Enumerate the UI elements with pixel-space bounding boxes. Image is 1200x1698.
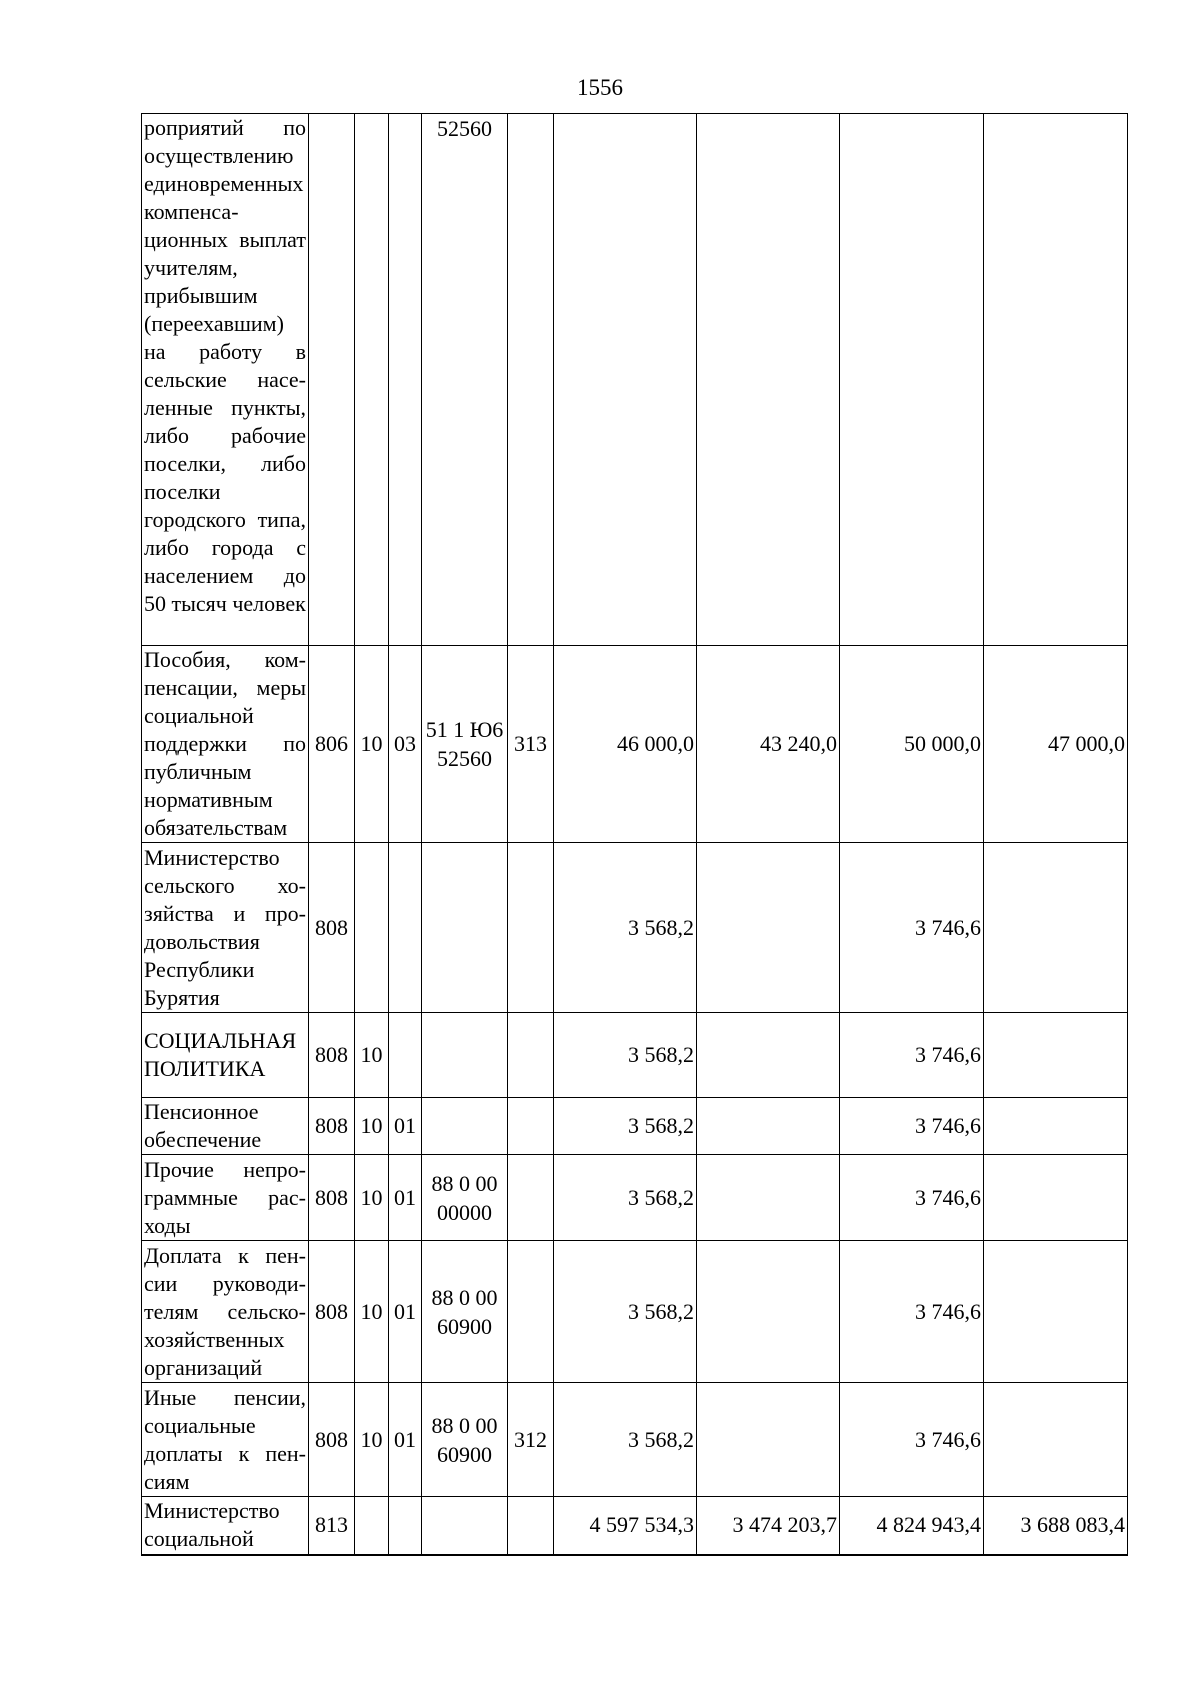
amount-cell: 3 474 203,7	[697, 1497, 840, 1555]
pr-cell	[389, 1013, 422, 1098]
grbs-cell: 808	[309, 1241, 355, 1383]
amount-cell	[697, 1383, 840, 1497]
grbs-cell: 806	[309, 646, 355, 843]
amount-cell: 43 240,0	[697, 646, 840, 843]
csr-cell: 88 0 00 00000	[422, 1155, 508, 1241]
grbs-cell: 808	[309, 1013, 355, 1098]
pr-cell	[389, 1497, 422, 1555]
vr-cell	[508, 1098, 554, 1155]
vr-cell	[508, 1241, 554, 1383]
csr-cell	[422, 1013, 508, 1098]
rz-cell: 10	[355, 646, 389, 843]
rz-cell: 10	[355, 1383, 389, 1497]
amount-cell	[984, 114, 1128, 646]
table-row	[142, 1155, 1128, 1241]
amount-cell: 3 568,2	[554, 1383, 697, 1497]
rz-cell	[355, 114, 389, 646]
row-name-cell: Министерство сельского хозяйства и продовольствия Республики Бурятия	[142, 843, 309, 1013]
vr-cell: 313	[508, 646, 554, 843]
row-name-cell: Прочие непрограммные расходы	[142, 1155, 309, 1241]
pr-cell	[389, 843, 422, 1013]
row-name-cell: роприятий по осуществлению единовременных компенсационных выплат учителям, прибывшим (переехавшим) на работу в сельские населенные пункты, либо рабочие поселки, либо поселки городского типа, либо города с населением до 50 тысяч человек	[142, 114, 309, 646]
table-row	[142, 1241, 1128, 1383]
grbs-cell: 813	[309, 1497, 355, 1555]
vr-cell	[508, 1155, 554, 1241]
rz-cell: 10	[355, 1155, 389, 1241]
table-row	[142, 843, 1128, 1013]
amount-cell: 3 746,6	[840, 1013, 984, 1098]
grbs-cell	[309, 114, 355, 646]
amount-cell	[697, 843, 840, 1013]
amount-cell	[840, 114, 984, 646]
amount-cell: 3 568,2	[554, 1155, 697, 1241]
csr-cell	[422, 1497, 508, 1555]
amount-cell	[984, 1383, 1128, 1497]
rz-cell	[355, 1497, 389, 1555]
page-number: 1556	[577, 75, 623, 100]
grbs-cell: 808	[309, 1383, 355, 1497]
amount-cell: 47 000,0	[984, 646, 1128, 843]
amount-cell	[554, 114, 697, 646]
rz-cell: 10	[355, 1098, 389, 1155]
amount-cell: 3 746,6	[840, 843, 984, 1013]
vr-cell	[508, 114, 554, 646]
amount-cell	[697, 1241, 840, 1383]
pr-cell: 01	[389, 1155, 422, 1241]
amount-cell: 4 597 534,3	[554, 1497, 697, 1555]
amount-cell	[697, 114, 840, 646]
vr-cell	[508, 1013, 554, 1098]
amount-cell: 3 688 083,4	[984, 1497, 1128, 1555]
csr-cell	[422, 843, 508, 1013]
grbs-cell: 808	[309, 1155, 355, 1241]
table-row	[142, 1497, 1128, 1555]
row-name-cell: Пенсионное обеспечение	[142, 1098, 309, 1155]
pr-cell	[389, 114, 422, 646]
amount-cell: 3 568,2	[554, 1098, 697, 1155]
row-name-cell: Министерство социальной	[142, 1497, 309, 1555]
amount-cell	[697, 1013, 840, 1098]
csr-cell: 88 0 00 60900	[422, 1383, 508, 1497]
pr-cell: 01	[389, 1098, 422, 1155]
vr-cell	[508, 1497, 554, 1555]
amount-cell	[984, 1155, 1128, 1241]
amount-cell: 3 568,2	[554, 1013, 697, 1098]
table-row	[142, 646, 1128, 843]
amount-cell: 3 568,2	[554, 843, 697, 1013]
amount-cell	[697, 1155, 840, 1241]
pr-cell: 01	[389, 1241, 422, 1383]
amount-cell: 50 000,0	[840, 646, 984, 843]
amount-cell: 3 568,2	[554, 1241, 697, 1383]
pr-cell: 01	[389, 1383, 422, 1497]
rz-cell	[355, 843, 389, 1013]
row-name-cell: Пособия, компенсации, меры социальной поддержки по публичным нормативным обязательствам	[142, 646, 309, 843]
amount-cell: 4 824 943,4	[840, 1497, 984, 1555]
grbs-cell: 808	[309, 843, 355, 1013]
rz-cell: 10	[355, 1013, 389, 1098]
vr-cell	[508, 843, 554, 1013]
row-name-cell: Иные пенсии, социальные доплаты к пенсиям	[142, 1383, 309, 1497]
amount-cell	[984, 1013, 1128, 1098]
amount-cell	[984, 1241, 1128, 1383]
amount-cell	[697, 1098, 840, 1155]
rz-cell: 10	[355, 1241, 389, 1383]
table-row	[142, 1098, 1128, 1155]
amount-cell: 46 000,0	[554, 646, 697, 843]
row-name-cell: Доплата к пенсии руководителям сельскохозяйственных организаций	[142, 1241, 309, 1383]
csr-cell: 51 1 Ю6 52560	[422, 646, 508, 843]
table-row	[142, 114, 1128, 646]
amount-cell: 3 746,6	[840, 1155, 984, 1241]
vr-cell: 312	[508, 1383, 554, 1497]
amount-cell	[984, 843, 1128, 1013]
row-name-cell: СОЦИАЛЬНАЯ ПОЛИТИКА	[142, 1013, 309, 1098]
amount-cell: 3 746,6	[840, 1241, 984, 1383]
csr-cell: 52560	[422, 114, 508, 646]
grbs-cell: 808	[309, 1098, 355, 1155]
pr-cell: 03	[389, 646, 422, 843]
budget-table	[141, 113, 1128, 1556]
amount-cell: 3 746,6	[840, 1383, 984, 1497]
table-row	[142, 1383, 1128, 1497]
csr-cell	[422, 1098, 508, 1155]
csr-cell: 88 0 00 60900	[422, 1241, 508, 1383]
amount-cell: 3 746,6	[840, 1098, 984, 1155]
table-row	[142, 1013, 1128, 1098]
amount-cell	[984, 1098, 1128, 1155]
